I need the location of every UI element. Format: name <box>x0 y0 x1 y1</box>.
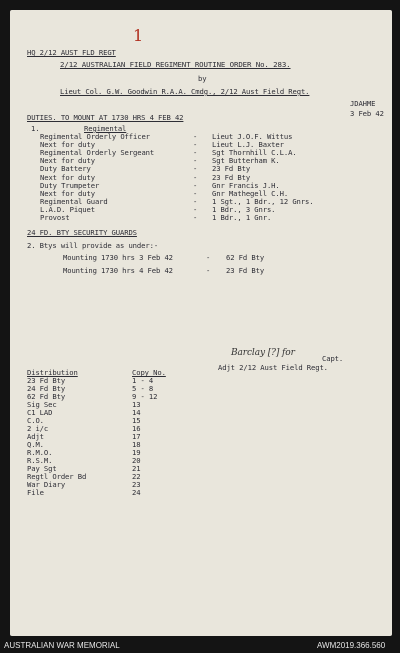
duty-name: Regimental Orderly Sergeant <box>40 148 155 158</box>
duty-dash: - <box>193 148 198 158</box>
duty-name: Regimental Guard <box>40 196 108 206</box>
guard-unit: 23 Fd Bty <box>226 266 265 275</box>
distribution-copy-no: 9 - 12 <box>132 392 158 401</box>
duty-name: Provost <box>40 213 70 222</box>
duty-name: Regimental Orderly Officer <box>40 132 150 141</box>
duty-name: Next for duty <box>40 188 95 198</box>
duty-name: Duty Battery <box>40 164 91 174</box>
handwritten-signature: Barclay [?] for <box>231 348 295 358</box>
distribution-copy-no: 15 <box>132 416 141 425</box>
signature-rank: Capt. <box>322 354 344 363</box>
duty-name: Next for duty <box>40 172 95 182</box>
duty-dash: - <box>193 180 198 190</box>
distribution-recipient: File <box>27 488 44 497</box>
guard-unit: 62 Fd Bty <box>226 253 265 262</box>
duty-dash: - <box>193 172 198 182</box>
duty-dash: - <box>193 213 198 222</box>
duty-assignee: Sgt Butterham K. <box>212 156 280 166</box>
distribution-recipient: C1 LAD <box>27 408 53 417</box>
author-line: Lieut Col. G.W. Goodwin R.A.A. Cmdg., 2/12 Aust Field Regt. <box>60 87 310 96</box>
duty-dash: - <box>193 196 198 206</box>
distribution-recipient: 23 Fd Bty <box>27 376 66 385</box>
distribution-copy-no: 23 <box>132 480 141 489</box>
by-line: by <box>198 74 207 83</box>
distribution-copy-no: 19 <box>132 448 141 457</box>
guards-heading: 24 FD. BTY SECURITY GUARDS <box>27 228 137 237</box>
duty-assignee: Gnr Mathegell C.H. <box>212 188 289 198</box>
distribution-recipient: Q.M. <box>27 440 44 449</box>
signature-appointment: Adjt 2/12 Aust Field Regt. <box>218 363 328 372</box>
duty-assignee: 23 Fd Bty <box>212 164 251 174</box>
duty-assignee: Gnr Francis J.H. <box>212 180 280 190</box>
distribution-recipient: 2 i/c <box>27 424 49 433</box>
distribution-recipient: R.M.O. <box>27 448 53 457</box>
duty-assignee: 1 Bdr., 1 Gnr. <box>212 213 272 222</box>
duty-assignee: 1 Bdr., 3 Gnrs. <box>212 204 276 214</box>
duty-dash: - <box>193 140 198 150</box>
distribution-recipient: C.O. <box>27 416 44 425</box>
duty-assignee: 1 Sgt., 1 Bdr., 12 Gnrs. <box>212 196 314 206</box>
guard-dash: - <box>206 266 211 275</box>
classification-stamp: HQ 2/12 AUST FLD REGT <box>27 48 116 57</box>
distribution-copy-no: 1 - 4 <box>132 376 154 385</box>
distribution-recipient: R.S.M. <box>27 456 53 465</box>
copy-heading: Copy No. <box>132 368 166 377</box>
guard-dash: - <box>206 253 211 262</box>
distribution-recipient: Adjt <box>27 432 44 441</box>
duty-dash: - <box>193 188 198 198</box>
duty-name: L.A.D. Piquet <box>40 204 95 214</box>
duty-dash: - <box>193 204 198 214</box>
distribution-recipient: Sig Sec <box>27 400 57 409</box>
guard-mounting: Mounting 1730 hrs 4 Feb 42 <box>63 266 173 275</box>
duty-assignee: Lieut L.J. Baxter <box>212 140 284 150</box>
footer-institution: AUSTRALIAN WAR MEMORIAL <box>4 641 120 650</box>
document-page <box>10 10 392 636</box>
distribution-copy-no: 16 <box>132 424 141 433</box>
duty-dash: - <box>193 156 198 166</box>
distribution-copy-no: 13 <box>132 400 141 409</box>
guard-mounting: Mounting 1730 hrs 3 Feb 42 <box>63 253 173 262</box>
duty-assignee: Lieut J.O.F. Wittus <box>212 132 293 141</box>
duties-heading: DUTIES. TO MOUNT AT 1730 HRS 4 FEB 42 <box>27 113 184 122</box>
duty-name: Duty Trumpeter <box>40 180 100 190</box>
distribution-copy-no: 21 <box>132 464 141 473</box>
distribution-recipient: 62 Fd Bty <box>27 392 66 401</box>
date-line: 3 Feb 42 <box>350 109 384 118</box>
distribution-copy-no: 18 <box>132 440 141 449</box>
duty-name: Next for duty <box>40 156 95 166</box>
distribution-copy-no: 24 <box>132 488 141 497</box>
duty-assignee: 23 Fd Bty <box>212 172 251 182</box>
footer-accession: AWM2019.366.560 <box>317 641 386 650</box>
distribution-recipient: 24 Fd Bty <box>27 384 66 393</box>
distribution-recipient: Regtl Order Bd <box>27 472 87 481</box>
order-title: 2/12 AUSTRALIAN FIELD REGIMENT ROUTINE ORDER No. 283. <box>60 60 291 69</box>
distribution-copy-no: 20 <box>132 456 141 465</box>
duty-name: Next for duty <box>40 140 95 150</box>
guards-intro: 2. Btys will provide as under:- <box>27 241 159 250</box>
section-number: 1. <box>31 124 40 133</box>
distribution-recipient: Pay Sgt <box>27 464 57 473</box>
red-annotation: 1 <box>133 26 144 45</box>
distribution-copy-no: 14 <box>132 408 141 417</box>
section-title: Regimental <box>84 124 127 133</box>
duty-assignee: Sgt Thornhill C.L.A. <box>212 148 297 158</box>
distribution-heading: Distribution <box>27 368 78 377</box>
distribution-copy-no: 22 <box>132 472 141 481</box>
distribution-recipient: War Diary <box>27 480 66 489</box>
place-line: JDAHME <box>350 99 376 108</box>
distribution-copy-no: 17 <box>132 432 141 441</box>
distribution-copy-no: 5 - 8 <box>132 384 154 393</box>
duty-dash: - <box>193 164 198 174</box>
duty-dash: - <box>193 132 198 141</box>
